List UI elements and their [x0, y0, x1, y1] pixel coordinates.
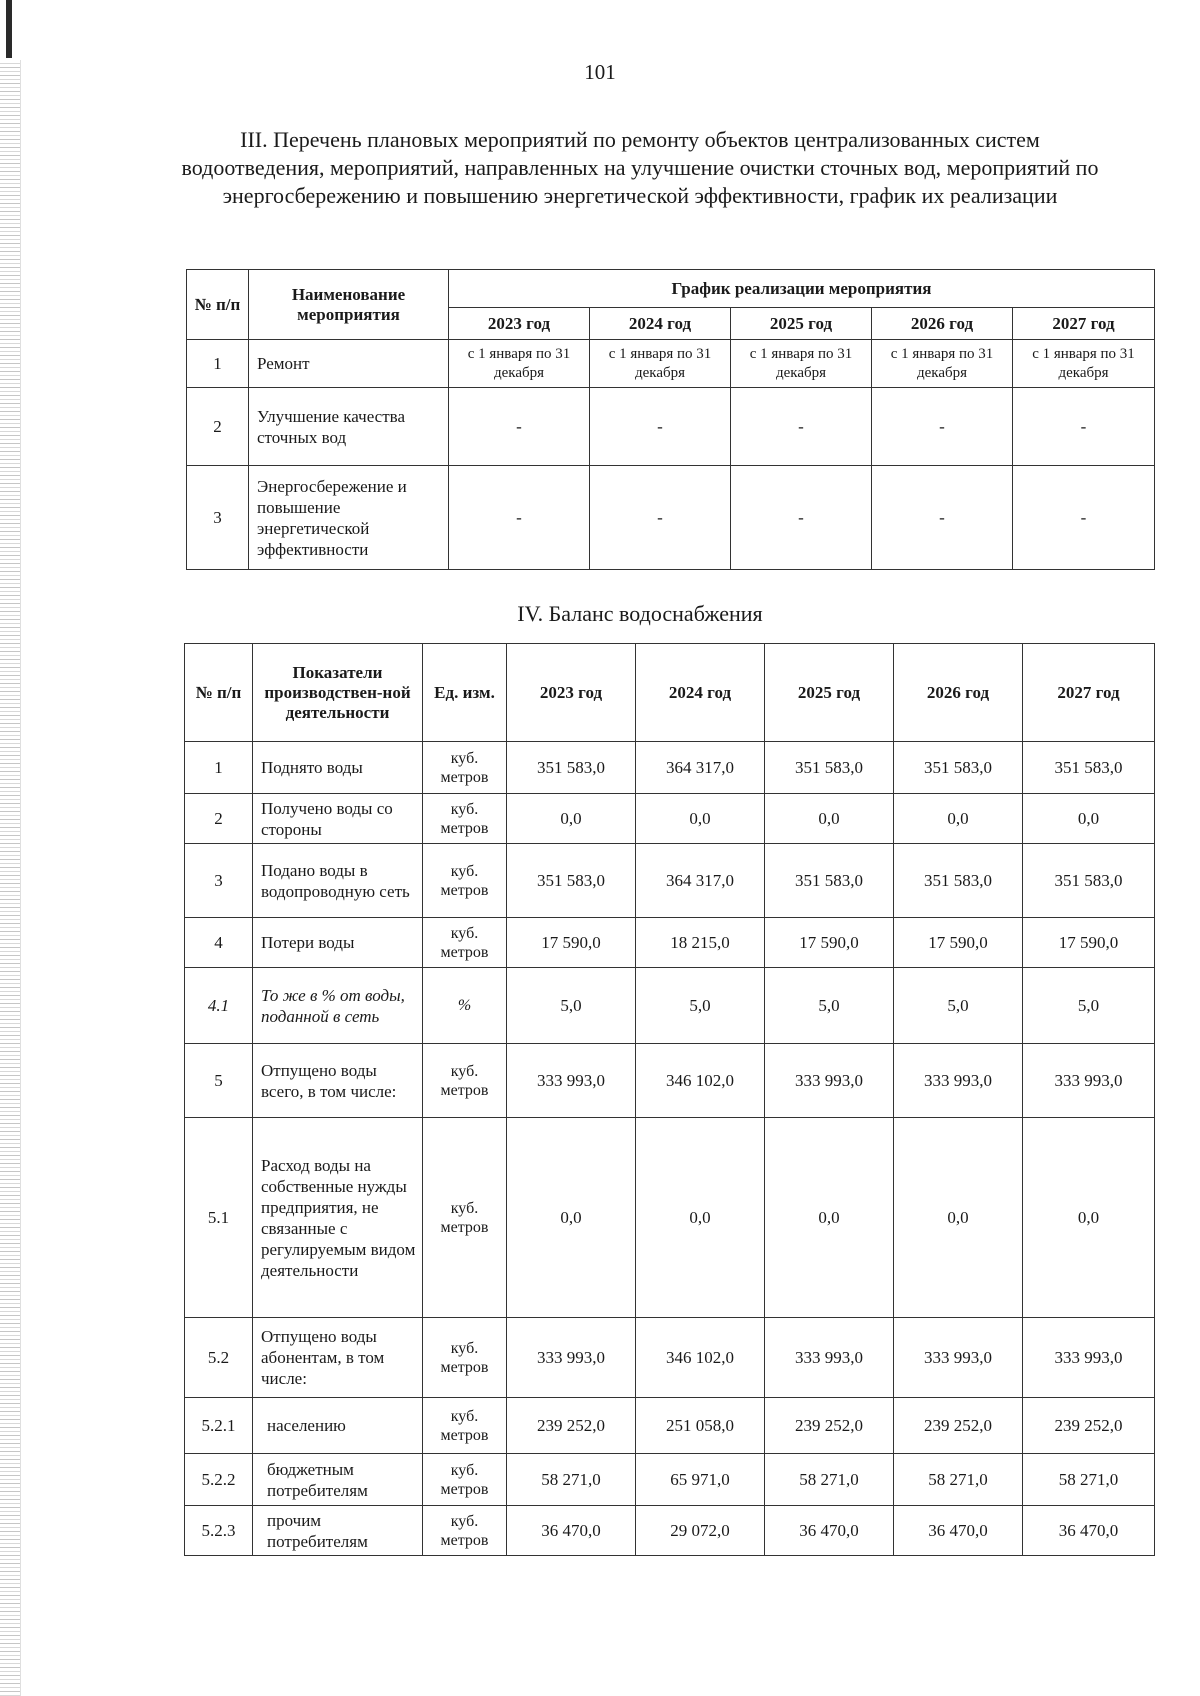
- row-unit: куб. метров: [423, 918, 507, 968]
- row-value: 239 252,0: [1023, 1398, 1155, 1454]
- table-row: [185, 844, 1155, 918]
- row-value: 58 271,0: [894, 1454, 1023, 1506]
- header-year: 2026 год: [894, 644, 1023, 742]
- row-num: 5.1: [185, 1118, 253, 1318]
- row-value: 5,0: [636, 968, 765, 1044]
- table-row: [187, 340, 1155, 388]
- row-value: -: [872, 466, 1013, 570]
- row-value: 0,0: [636, 1118, 765, 1318]
- scan-binding-edge: [0, 60, 21, 1696]
- header-year: 2025 год: [731, 308, 872, 340]
- row-value: с 1 января по 31 декабря: [590, 340, 731, 388]
- row-num: 3: [187, 466, 249, 570]
- row-name: Энергосбережение и повышение энергетической эффективности: [249, 466, 449, 570]
- row-value: 351 583,0: [894, 742, 1023, 794]
- row-value: 333 993,0: [507, 1044, 636, 1118]
- header-name: Наименование мероприятия: [249, 270, 449, 340]
- row-value: 29 072,0: [636, 1506, 765, 1556]
- header-year: 2024 год: [636, 644, 765, 742]
- row-unit: куб. метров: [423, 1398, 507, 1454]
- row-value: 351 583,0: [765, 844, 894, 918]
- row-value: -: [1013, 388, 1155, 466]
- header-year: 2023 год: [507, 644, 636, 742]
- row-name: Улучшение качества сточных вод: [249, 388, 449, 466]
- row-value: 0,0: [636, 794, 765, 844]
- row-value: 0,0: [507, 1118, 636, 1318]
- row-num: 4.1: [185, 968, 253, 1044]
- row-unit: куб. метров: [423, 742, 507, 794]
- table-row: [185, 1318, 1155, 1398]
- row-name: То же в % от воды, поданной в сеть: [253, 968, 423, 1044]
- row-num: 1: [187, 340, 249, 388]
- row-num: 5.2.2: [185, 1454, 253, 1506]
- row-num: 3: [185, 844, 253, 918]
- row-value: 333 993,0: [894, 1044, 1023, 1118]
- row-value: 17 590,0: [1023, 918, 1155, 968]
- row-value: 65 971,0: [636, 1454, 765, 1506]
- row-value: 36 470,0: [1023, 1506, 1155, 1556]
- row-unit: куб. метров: [423, 1454, 507, 1506]
- header-indicator: Показатели производствен-ной деятельности: [253, 644, 423, 742]
- row-value: 333 993,0: [1023, 1044, 1155, 1118]
- row-value: 5,0: [765, 968, 894, 1044]
- row-unit: %: [423, 968, 507, 1044]
- table-row: [185, 918, 1155, 968]
- row-value: 351 583,0: [894, 844, 1023, 918]
- row-name: Получено воды со стороны: [253, 794, 423, 844]
- table-row: [185, 1506, 1155, 1556]
- row-unit: куб. метров: [423, 794, 507, 844]
- row-value: 351 583,0: [765, 742, 894, 794]
- row-unit: куб. метров: [423, 1318, 507, 1398]
- row-value: 239 252,0: [507, 1398, 636, 1454]
- row-value: 0,0: [507, 794, 636, 844]
- header-year: 2023 год: [449, 308, 590, 340]
- row-unit: куб. метров: [423, 844, 507, 918]
- row-value: 18 215,0: [636, 918, 765, 968]
- row-value: 351 583,0: [1023, 742, 1155, 794]
- row-num: 5.2: [185, 1318, 253, 1398]
- row-num: 5.2.3: [185, 1506, 253, 1556]
- section-3-title: III. Перечень плановых мероприятий по ремонту объектов централизованных систем водоотведения, мероприятий, направленных на улучшение очистки сточных вод, мероприятий по энергосбережению и повышению энергетической эффективности, график их реализации: [181, 127, 1099, 208]
- row-value: с 1 января по 31 декабря: [731, 340, 872, 388]
- row-num: 5.2.1: [185, 1398, 253, 1454]
- table-row: [185, 1118, 1155, 1318]
- row-value: -: [590, 388, 731, 466]
- header-schedule: График реализации мероприятия: [449, 270, 1155, 308]
- row-value: -: [1013, 466, 1155, 570]
- row-value: с 1 января по 31 декабря: [1013, 340, 1155, 388]
- row-value: -: [731, 466, 872, 570]
- row-num: 2: [187, 388, 249, 466]
- row-value: 333 993,0: [507, 1318, 636, 1398]
- row-value: 251 058,0: [636, 1398, 765, 1454]
- row-value: -: [872, 388, 1013, 466]
- header-year: 2027 год: [1023, 644, 1155, 742]
- row-name: Подано воды в водопроводную сеть: [253, 844, 423, 918]
- plan-table: [186, 269, 1155, 570]
- table-row: [185, 968, 1155, 1044]
- row-value: с 1 января по 31 декабря: [449, 340, 590, 388]
- row-value: 351 583,0: [507, 742, 636, 794]
- row-num: 5: [185, 1044, 253, 1118]
- row-unit: куб. метров: [423, 1118, 507, 1318]
- row-value: 58 271,0: [507, 1454, 636, 1506]
- row-value: 36 470,0: [894, 1506, 1023, 1556]
- row-value: 351 583,0: [1023, 844, 1155, 918]
- header-year: 2025 год: [765, 644, 894, 742]
- row-num: 2: [185, 794, 253, 844]
- row-num: 1: [185, 742, 253, 794]
- row-value: 239 252,0: [894, 1398, 1023, 1454]
- row-value: 17 590,0: [765, 918, 894, 968]
- row-value: 5,0: [894, 968, 1023, 1044]
- row-value: 36 470,0: [765, 1506, 894, 1556]
- row-name: Ремонт: [249, 340, 449, 388]
- row-value: с 1 января по 31 декабря: [872, 340, 1013, 388]
- row-name: Отпущено воды абонентам, в том числе:: [253, 1318, 423, 1398]
- table-row: [185, 1454, 1155, 1506]
- header-year: 2027 год: [1013, 308, 1155, 340]
- row-value: 0,0: [765, 794, 894, 844]
- row-value: 0,0: [765, 1118, 894, 1318]
- row-value: 58 271,0: [1023, 1454, 1155, 1506]
- row-name: Отпущено воды всего, в том числе:: [253, 1044, 423, 1118]
- row-value: 5,0: [507, 968, 636, 1044]
- table-row: [185, 1044, 1155, 1118]
- row-value: 333 993,0: [894, 1318, 1023, 1398]
- header-num: № п/п: [185, 644, 253, 742]
- row-value: 5,0: [1023, 968, 1155, 1044]
- row-value: 364 317,0: [636, 844, 765, 918]
- row-value: 0,0: [1023, 1118, 1155, 1318]
- row-value: -: [731, 388, 872, 466]
- row-value: 333 993,0: [1023, 1318, 1155, 1398]
- row-value: 364 317,0: [636, 742, 765, 794]
- row-value: 346 102,0: [636, 1318, 765, 1398]
- row-value: -: [449, 466, 590, 570]
- row-value: 17 590,0: [894, 918, 1023, 968]
- header-year: 2024 год: [590, 308, 731, 340]
- row-value: 351 583,0: [507, 844, 636, 918]
- row-unit: куб. метров: [423, 1044, 507, 1118]
- header-num: № п/п: [187, 270, 249, 340]
- scan-corner-mark: [6, 0, 12, 58]
- row-value: 17 590,0: [507, 918, 636, 968]
- row-value: 239 252,0: [765, 1398, 894, 1454]
- row-value: 333 993,0: [765, 1318, 894, 1398]
- table-row: [185, 1398, 1155, 1454]
- balance-table: [184, 643, 1155, 1556]
- row-name: Расход воды на собственные нужды предприятия, не связанные с регулируемым видом деятельности: [253, 1118, 423, 1318]
- table-row: [185, 742, 1155, 794]
- table-row: [187, 388, 1155, 466]
- row-value: 36 470,0: [507, 1506, 636, 1556]
- table-row: [187, 466, 1155, 570]
- row-name: Поднято воды: [253, 742, 423, 794]
- row-value: 58 271,0: [765, 1454, 894, 1506]
- row-value: 346 102,0: [636, 1044, 765, 1118]
- row-name: населению: [253, 1398, 423, 1454]
- row-value: 0,0: [1023, 794, 1155, 844]
- header-year: 2026 год: [872, 308, 1013, 340]
- row-value: -: [449, 388, 590, 466]
- row-value: 333 993,0: [765, 1044, 894, 1118]
- page-number: 101: [584, 60, 616, 84]
- row-unit: куб. метров: [423, 1506, 507, 1556]
- row-value: 0,0: [894, 794, 1023, 844]
- row-num: 4: [185, 918, 253, 968]
- row-name: Потери воды: [253, 918, 423, 968]
- row-value: 0,0: [894, 1118, 1023, 1318]
- row-name: прочим потребителям: [253, 1506, 423, 1556]
- row-name: бюджетным потребителям: [253, 1454, 423, 1506]
- header-unit: Ед. изм.: [423, 644, 507, 742]
- row-value: -: [590, 466, 731, 570]
- section-4-title: IV. Баланс водоснабжения: [517, 601, 763, 626]
- table-row: [185, 794, 1155, 844]
